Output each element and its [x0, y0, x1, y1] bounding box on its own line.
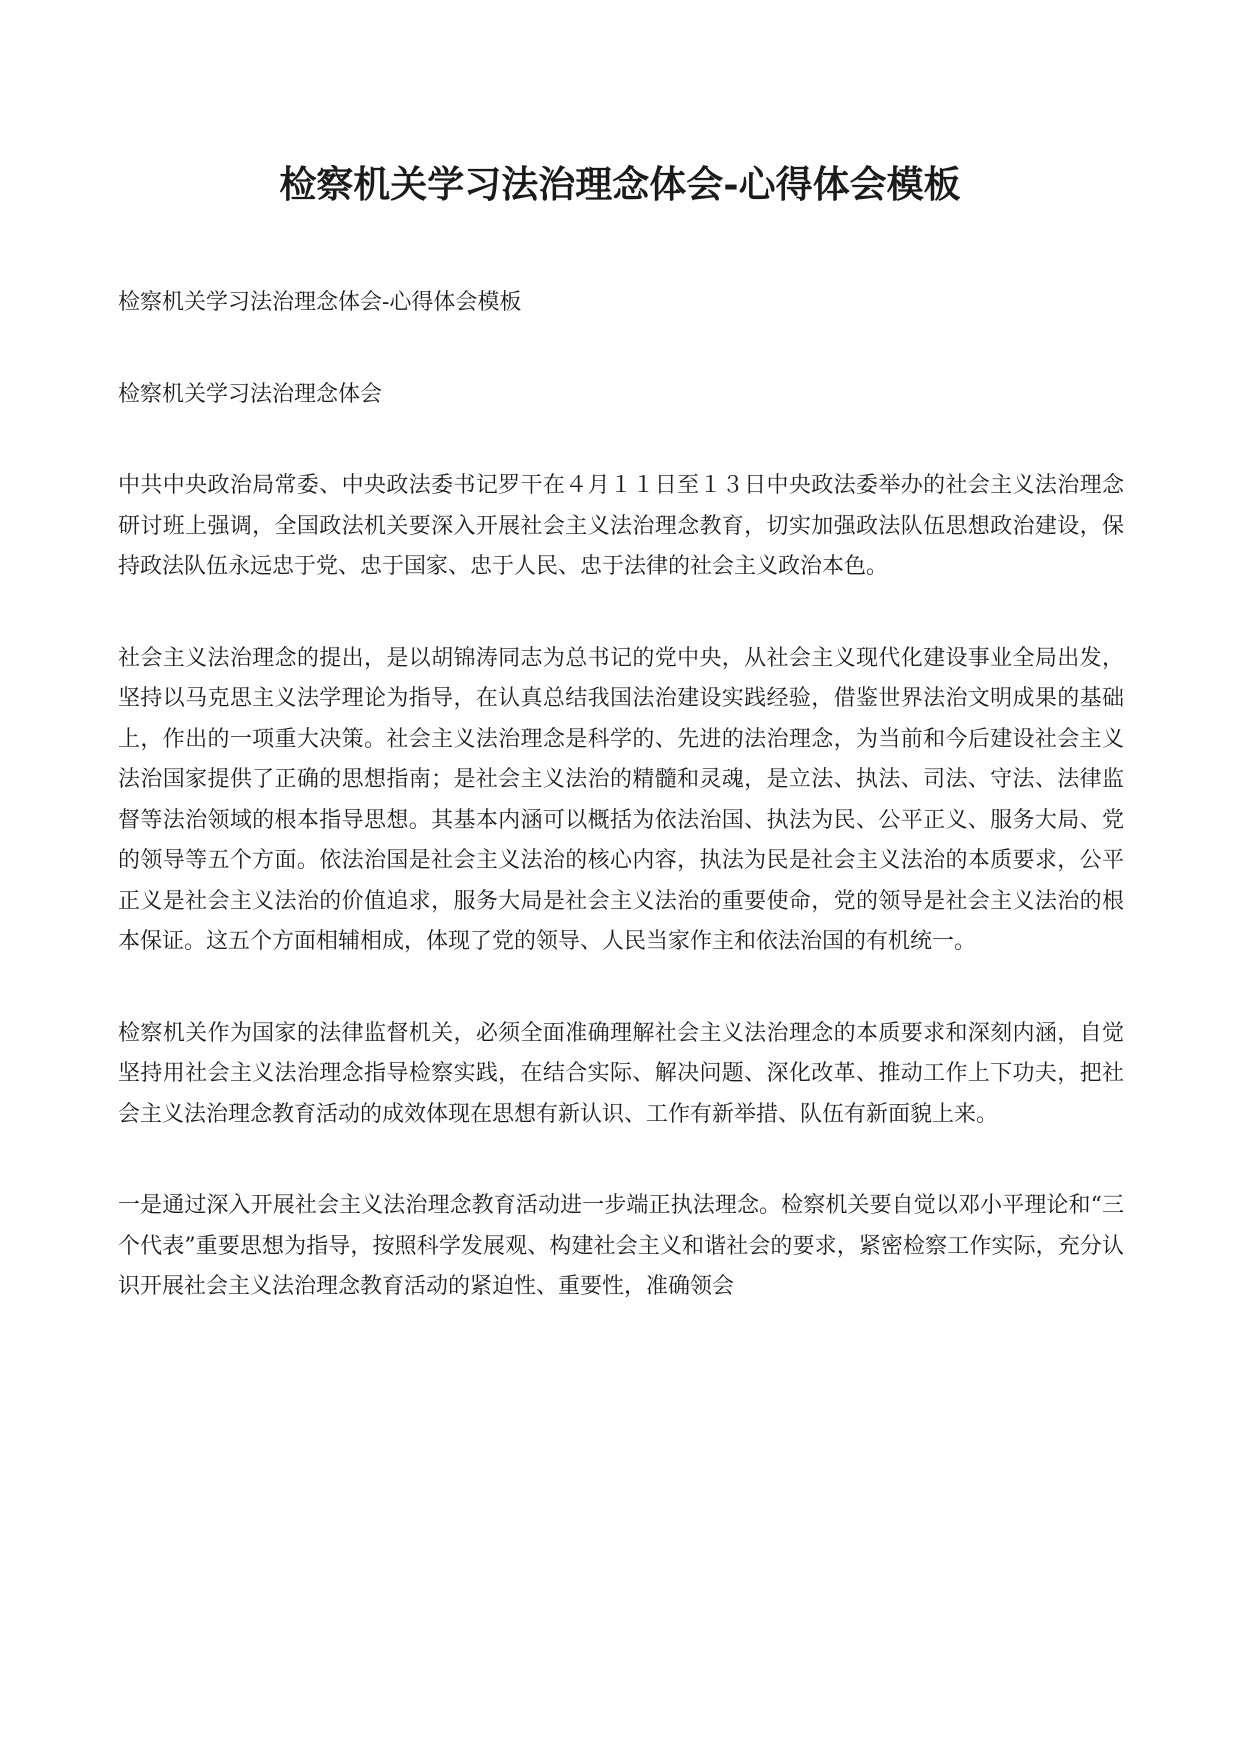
- paragraph-1: 中共中央政治局常委、中央政法委书记罗干在４月１１日至１３日中央政法委举办的社会主义法治理念研讨班上强调，全国政法机关要深入开展社会主义法治理念教育，切实加强政法队伍思想政治建设，保持政法队伍永远忠于党、忠于国家、忠于人民、忠于法律的社会主义政治本色。: [118, 473, 1124, 579]
- paragraph-3: 检察机关作为国家的法律监督机关，必须全面准确理解社会主义法治理念的本质要求和深刻内涵，自觉坚持用社会主义法治理念指导检察实践，在结合实际、解决问题、深化改革、推动工作上下功夫，把社会主义法治理念教育活动的成效体现在思想有新认识、工作有新举措、队伍有新面貌上来。: [118, 1020, 1124, 1127]
- paragraph-heading: 检察机关学习法治理念体会: [118, 381, 383, 407]
- document-title: 检察机关学习法治理念体会-心得体会模板: [279, 162, 961, 206]
- paragraph-2: 社会主义法治理念的提出，是以胡锦涛同志为总书记的党中央，从社会主义现代化建设事业全局出发，坚持以马克思主义法学理论为指导，在认真总结我国法治建设实践经验，借鉴世界法治文明成果的基础上，作出的一项重大决策。社会主义法治理念是科学的、先进的法治理念，为当前和今后建设社会主义法治国家提供了正确的思想指南；是社会主义法治的精髓和灵魂，是立法、执法、司法、守法、法律监督等法治领域的根本指导思想。其基本内涵可以概括为依法治国、执法为民、公平正义、服务大局、党的领导等五个方面。依法治国是社会主义法治的核心内容，执法为民是社会主义法治的本质要求，公平正义是社会主义法治的价值追求，服务大局是社会主义法治的重要使命，党的领导是社会主义法治的根本保证。这五个方面相辅相成，体现了党的领导、人民当家作主和依法治国的有机统一。: [118, 645, 1124, 954]
- paragraph-4: 一是通过深入开展社会主义法治理念教育活动进一步端正执法理念。检察机关要自觉以邓小平理论和“三个代表”重要思想为指导，按照科学发展观、构建社会主义和谐社会的要求，紧密检察工作实际，充分认识开展社会主义法治理念教育活动的紧迫性、重要性，准确领会: [118, 1193, 1124, 1299]
- paragraph-subtitle: 检察机关学习法治理念体会-心得体会模板: [118, 290, 522, 315]
- document-body: [118, 283, 1124, 1359]
